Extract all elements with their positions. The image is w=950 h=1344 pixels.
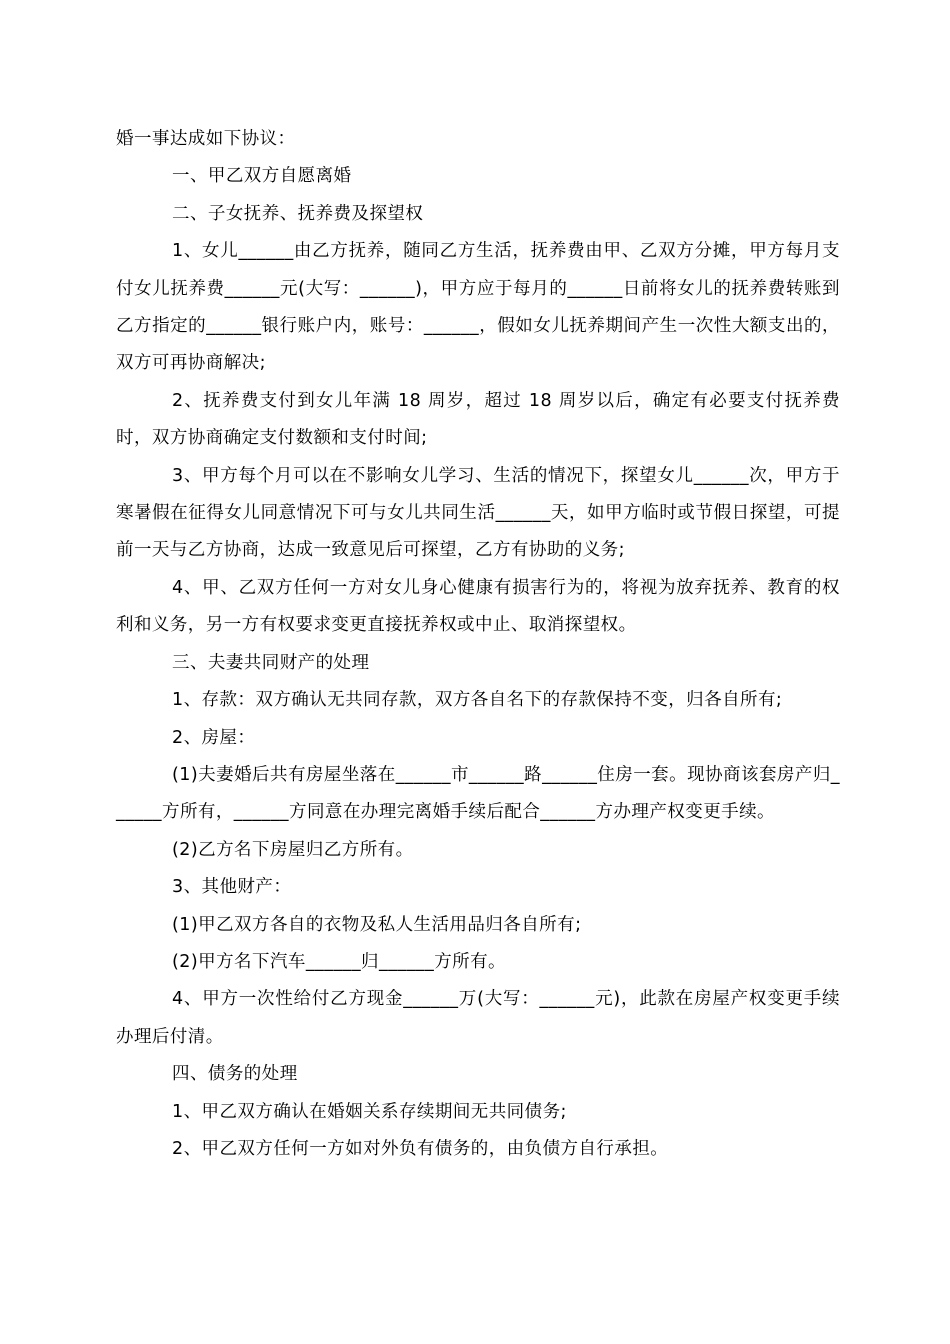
clause-2-4: 4、甲、乙双方任何一方对女儿身心健康有损害行为的，将视为放弃抚养、教育的权利和义务，另一方有权要求变更直接抚养权或中止、取消探望权。 bbox=[116, 577, 840, 636]
clause-4-1: 1、甲乙双方确认在婚姻关系存续期间无共同债务; bbox=[172, 1101, 567, 1122]
document-page bbox=[116, 121, 840, 1168]
clause-3-3-2: (2)甲方名下汽车______归______方所有。 bbox=[172, 951, 506, 972]
intro-line: 婚一事达成如下协议： bbox=[116, 129, 296, 149]
section-4-heading: 四、债务的处理 bbox=[172, 1064, 298, 1085]
clause-3-2-1: (1)夫妻婚后共有房屋坐落在______市______路______住房一套。现协商该套房产归______方所有，______方同意在办理完离婚手续后配合______方办理产权变更手续。 bbox=[116, 764, 840, 823]
clause-2-2: 2、抚养费支付到女儿年满 18 周岁，超过 18 周岁以后，确定有必要支付抚养费时，双方协商确定支付数额和支付时间; bbox=[116, 390, 840, 449]
clause-3-4: 4、甲方一次性给付乙方现金______万(大写：______元)，此款在房屋产权变更手续办理后付清。 bbox=[116, 989, 840, 1047]
clause-4-2: 2、甲乙双方任何一方如对外负有债务的，由负债方自行承担。 bbox=[172, 1138, 669, 1159]
section-3-heading: 三、夫妻共同财产的处理 bbox=[172, 652, 370, 673]
clause-2-1: 1、女儿______由乙方抚养，随同乙方生活，抚养费由甲、乙双方分摊，甲方每月支付女儿抚养费______元(大写：______)，甲方应于每月的______日前将女儿的抚养费转账到乙方指定的______银行账户内，账号：______，假如女儿抚养期间产生一次性大额支出的，双方可再协商解决; bbox=[116, 241, 840, 374]
section-1-heading: 一、甲乙双方自愿离婚 bbox=[172, 166, 352, 187]
clause-3-2-2: (2)乙方名下房屋归乙方所有。 bbox=[172, 839, 414, 860]
section-2-heading: 二、子女抚养、抚养费及探望权 bbox=[172, 203, 424, 224]
clause-2-3: 3、甲方每个月可以在不影响女儿学习、生活的情况下，探望女儿______次，甲方于寒暑假在征得女儿同意情况下可与女儿共同生活______天，如甲方临时或节假日探望，可提前一天与乙方协商，达成一致意见后可探望，乙方有协助的义务; bbox=[116, 465, 840, 561]
clause-3-2: 2、房屋： bbox=[172, 727, 256, 748]
clause-3-1: 1、存款：双方确认无共同存款，双方各自名下的存款保持不变，归各自所有; bbox=[172, 690, 783, 711]
clause-3-3-1: (1)甲乙双方各自的衣物及私人生活用品归各自所有; bbox=[172, 914, 582, 935]
clause-3-3: 3、其他财产： bbox=[172, 877, 292, 898]
